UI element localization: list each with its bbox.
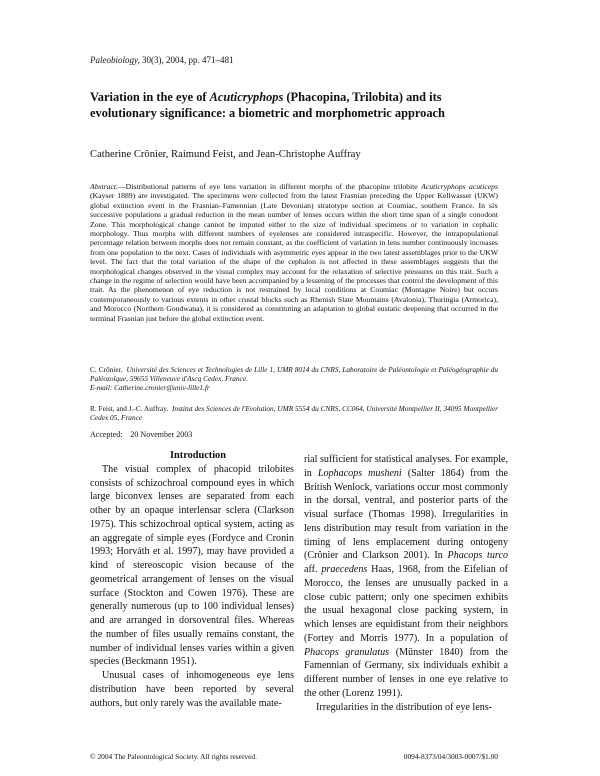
paragraph: rial sufficient for statistical analyses. For example, in Lophacops mushenі (Salter 1864) from the British Wenlock, variations occur most commonly in the dorsal, ventral, and posterior parts of the visual surface (Thomas 1998). Irregularities in lens distribution may result from variation in the timing of lens emplacement during ontogeny (Crônier and Clarkson 2001). In Phacops turco aff. praecedens Haas, 1968, from the Eifelian of Morocco, the lenses are unusually packed in a close cubic pattern; only one specimen exhibits the usual hexagonal close packing system, in which lenses are equidistant from their neighbors (Fortey and Morris 1977). In a population of Phacops granulatus (Münster 1840) from the Famennian of Germany, six individuals exhibit a different number of lenses in one eye relative to the other (Lorenz 1991).	[304, 454, 509, 699]
author-email: E-mail: Catherine.cronier@univ-lille1.fr	[90, 383, 210, 393]
paragraph: The visual complex of phacopid trilobites consists of schizochroal compound eyes in which large biconvex lenses are separated from each other by an opaque interlensar sclera (Clarkson 1975). This schizochroal optical system, acting as an aggregate of simple eyes (Fordyce and Cronin 1993; Horváth et al. 1997), may have provided a kind of stereoscopic vision because of the geometrical arrangement of lenses on the visual surface (Stockton and Cowen 1976). These are generally numerous (up to 100 individual lenses) and are arranged in dorsoventral files. Whereas the number of files usually remains constant, the number of individual lenses varies within a given species (Beckmann 1951).	[90, 463, 294, 668]
copyright-notice: © 2004 The Paleontological Society. All rights reserved.	[90, 752, 257, 761]
paragraph: Unusual cases of inhomogeneous eye lens distribution have been reported by several authors, but only rarely was the available mate-	[90, 670, 294, 709]
journal-name: Paleobiology,	[90, 55, 140, 65]
body-column-right	[304, 453, 508, 714]
article-code: 0094-8373/04/3003-0007/$1.00	[403, 752, 498, 761]
accepted-date: Accepted: 20 November 2003	[90, 430, 193, 439]
author-list: Catherine Crônier, Raimund Feist, and Jean-Christophe Auffray	[90, 149, 361, 160]
article-title: Variation in the eye of Acuticryphops (Phacopina, Trilobita) and its evolutionary significance: a biometric and morphometric approach	[90, 90, 445, 120]
journal-citation	[90, 55, 234, 65]
abstract-label: Abstract.	[90, 182, 118, 191]
journal-details: 30(3), 2004, pp. 471–481	[142, 55, 234, 65]
affiliation-feist-auffray: R. Feist, and J.-C. Auffray. Institut des Sciences de l'Evolution, UMR 5554 du CNRS, CC064, Université Montpellier II, 34095 Montpellier Cedex 05, France	[90, 404, 498, 423]
affiliation-cronier: C. Crônier. Université des Sciences et Technologies de Lille 1, UMR 8014 du CNRS, Laboratoire de Paléontologie et Paléogéographie du Paléozoïque, 59655 Villeneuve d'Ascq Cedex, France. E-mail: Catherine.cronier@univ-lille1.fr	[90, 365, 499, 393]
section-heading-introduction: Introduction	[170, 450, 226, 461]
title-genus: Acuticryphops	[209, 90, 284, 104]
paragraph: Irregularities in the distribution of eye lens-	[316, 701, 493, 713]
body-column-left	[90, 449, 294, 710]
abstract: Abstract.—Distributional patterns of eye lens variation in different morphs of the phacopine trilobite Acuticryphops acuticeps (Kayser 1889) are investigated. The specimens were collected from the latest Frasnian preceding the Upper Kellwasser (UKW) global extinction event in the Frasnian–Famennian (Late Devonian) stratotype section at Coumiac, southern France. In six successive populations a gradual reduction in the mean number of lenses occurs within the short time span of a single conodont Zone. This morphological change cannot be imputed either to the size of individual specimens or to variation in cephalic morphology. Thus morphs with different numbers of eyelenses are considered intraspecific. However, the intrapopulational percentage relation between morphs does not remain constant, as the coefficient of variation in lens number continuously increases from one population to the next. Cases of individuals with asymmetric eyes appear in the two latest assemblages prior to the UKW level. The fact that the total variation of the shape of the cephalon is not affected in these assemblages suggests that the morphological changes observed in the visual complex may account for the relaxation of selective pressures on this trait. Such a change in the regime of selection would have been accompanied by a lessening of the processes that control the development of this trait. As the phenomenon of eye reduction is not restrained by local conditions at Coumiac (Montagne Noire) but occurs contemporaneously to various extents in other crustal blocks such as Rhenish Slate Mountains (Avalonia), Thuringia (Armorica), and Morocco (Northern Gondwana), it is considered as constituting an adaptation to global eustatic deepening that occurred in the terminal Frasnian just before the global extinction event.	[90, 182, 498, 323]
